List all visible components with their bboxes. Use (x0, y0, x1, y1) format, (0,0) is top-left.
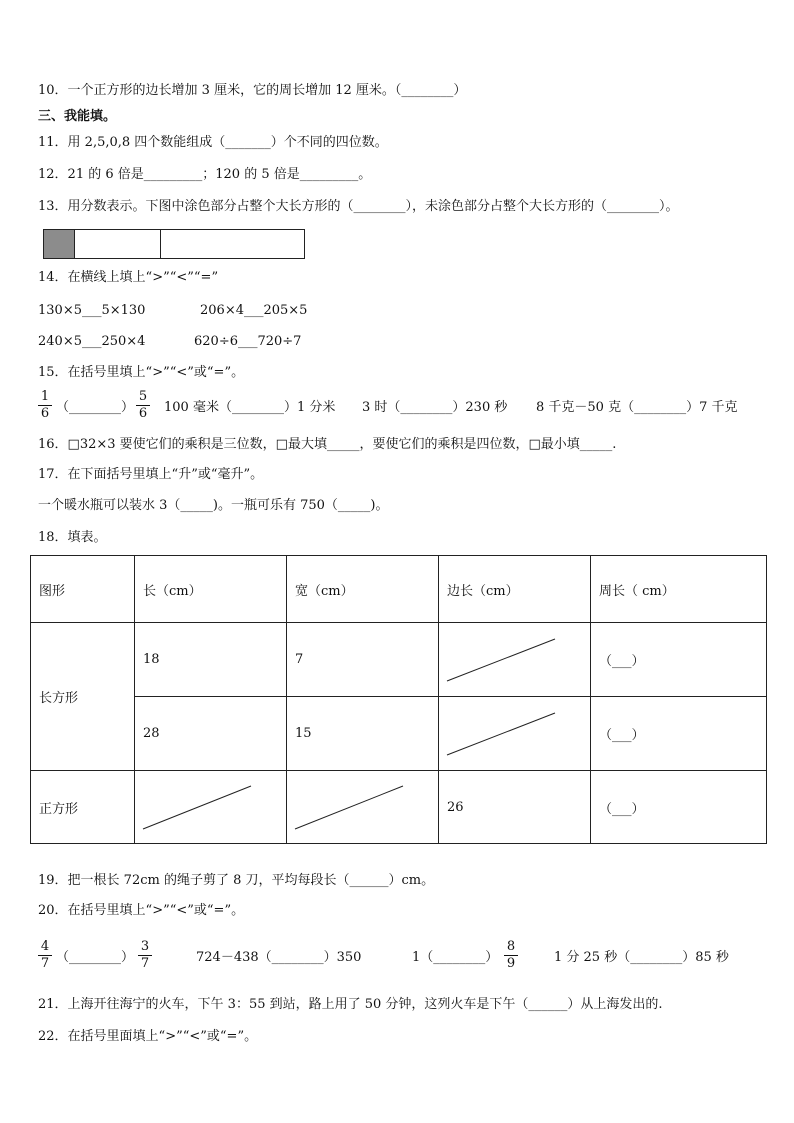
q14-item: 130×5___5×130 (38, 303, 146, 318)
q22: 22．在括号里面填上“>”“<”或“=”。 (38, 1029, 258, 1044)
q14-item: 240×5___250×4 (38, 334, 146, 349)
crossed-cell (439, 623, 591, 697)
table-header: 长（cm） (135, 556, 287, 623)
q14-title: 14．在横线上填上“>”“<”“=” (38, 270, 219, 285)
diagonal-line (135, 771, 286, 844)
q15-item: 100 毫米（________）1 分米 (164, 400, 336, 415)
diagonal-line (439, 623, 590, 697)
fill-table (30, 555, 767, 844)
section-heading: 三、我能填。 (38, 109, 117, 124)
table-cell: （___） (591, 697, 767, 771)
q20-title: 20．在括号里填上“>”“<”或“=”。 (38, 903, 245, 918)
numerator: 3 (140, 939, 150, 954)
divider (160, 230, 161, 258)
q14-item: 206×4___205×5 (200, 303, 308, 318)
row-label: 正方形 (31, 771, 135, 844)
numerator: 8 (506, 939, 516, 954)
numerator: 1 (40, 389, 50, 404)
q20-item: 1 分 25 秒（________）85 秒 (554, 950, 729, 965)
fraction (136, 390, 150, 421)
denominator: 6 (40, 406, 50, 421)
q14-item: 620÷6___720÷7 (194, 334, 302, 349)
fraction (38, 390, 52, 421)
q15-title: 15．在括号里填上“>”“<”或“=”。 (38, 365, 245, 380)
table-cell: 26 (439, 771, 591, 844)
shaded-part (44, 230, 75, 258)
table-cell: 28 (135, 697, 287, 771)
q20-item: 1（________） (412, 950, 499, 965)
q17-title: 17．在下面括号里填上“升”或“毫升”。 (38, 467, 264, 482)
table-header: 图形 (31, 556, 135, 623)
denominator: 7 (40, 956, 50, 971)
row-label: 长方形 (31, 623, 135, 771)
numerator: 4 (40, 939, 50, 954)
denominator: 9 (506, 956, 516, 971)
q21: 21．上海开往海宁的火车，下午 3：55 到站，路上用了 50 分钟，这列火车是下午（______）从上海发出的. (38, 997, 663, 1012)
q15-item: 8 千克－50 克（________）7 千克 (536, 400, 738, 415)
q16: 16．□32×3 要使它们的乘积是三位数，□最大填_____，要使它们的乘积是四位数，□最小填_____. (38, 437, 617, 452)
q10: 10．一个正方形的边长增加 3 厘米，它的周长增加 12 厘米。（________） (38, 83, 467, 98)
q11: 11．用 2,5,0,8 四个数能组成（_______）个不同的四位数。 (38, 135, 388, 150)
q18-title: 18．填表。 (38, 530, 107, 545)
q13: 13．用分数表示。下图中涂色部分占整个大长方形的（________），未涂色部分占整个大长方形的（________）。 (38, 199, 679, 214)
fraction (138, 940, 152, 971)
table-cell: （___） (591, 771, 767, 844)
fraction (38, 940, 52, 971)
table-cell: （___） (591, 623, 767, 697)
table-cell: 18 (135, 623, 287, 697)
q12: 12．21 的 6 倍是_________；120 的 5 倍是_________。 (38, 167, 372, 182)
table-cell: 7 (287, 623, 439, 697)
fraction-rectangle-figure (43, 229, 305, 259)
q15-item: 3 时（________）230 秒 (362, 400, 508, 415)
table-header: 宽（cm） (287, 556, 439, 623)
answer-blank: （________） (56, 950, 135, 965)
q17-text: 一个暖水瓶可以装水 3（_____)。一瓶可乐有 750（_____)。 (38, 498, 389, 513)
crossed-cell (135, 771, 287, 844)
numerator: 5 (138, 389, 148, 404)
table-header: 边长（cm） (439, 556, 591, 623)
answer-blank: （________） (56, 400, 135, 415)
denominator: 7 (140, 956, 150, 971)
q20-item: 724－438（________）350 (196, 950, 362, 965)
crossed-cell (287, 771, 439, 844)
crossed-cell (439, 697, 591, 771)
fraction (504, 940, 518, 971)
diagonal-line (439, 697, 590, 771)
table-cell: 15 (287, 697, 439, 771)
diagonal-line (287, 771, 438, 844)
q19: 19．把一根长 72cm 的绳子剪了 8 刀，平均每段长（______）cm。 (38, 873, 435, 888)
table-header: 周长（ cm） (591, 556, 767, 623)
denominator: 6 (138, 406, 148, 421)
